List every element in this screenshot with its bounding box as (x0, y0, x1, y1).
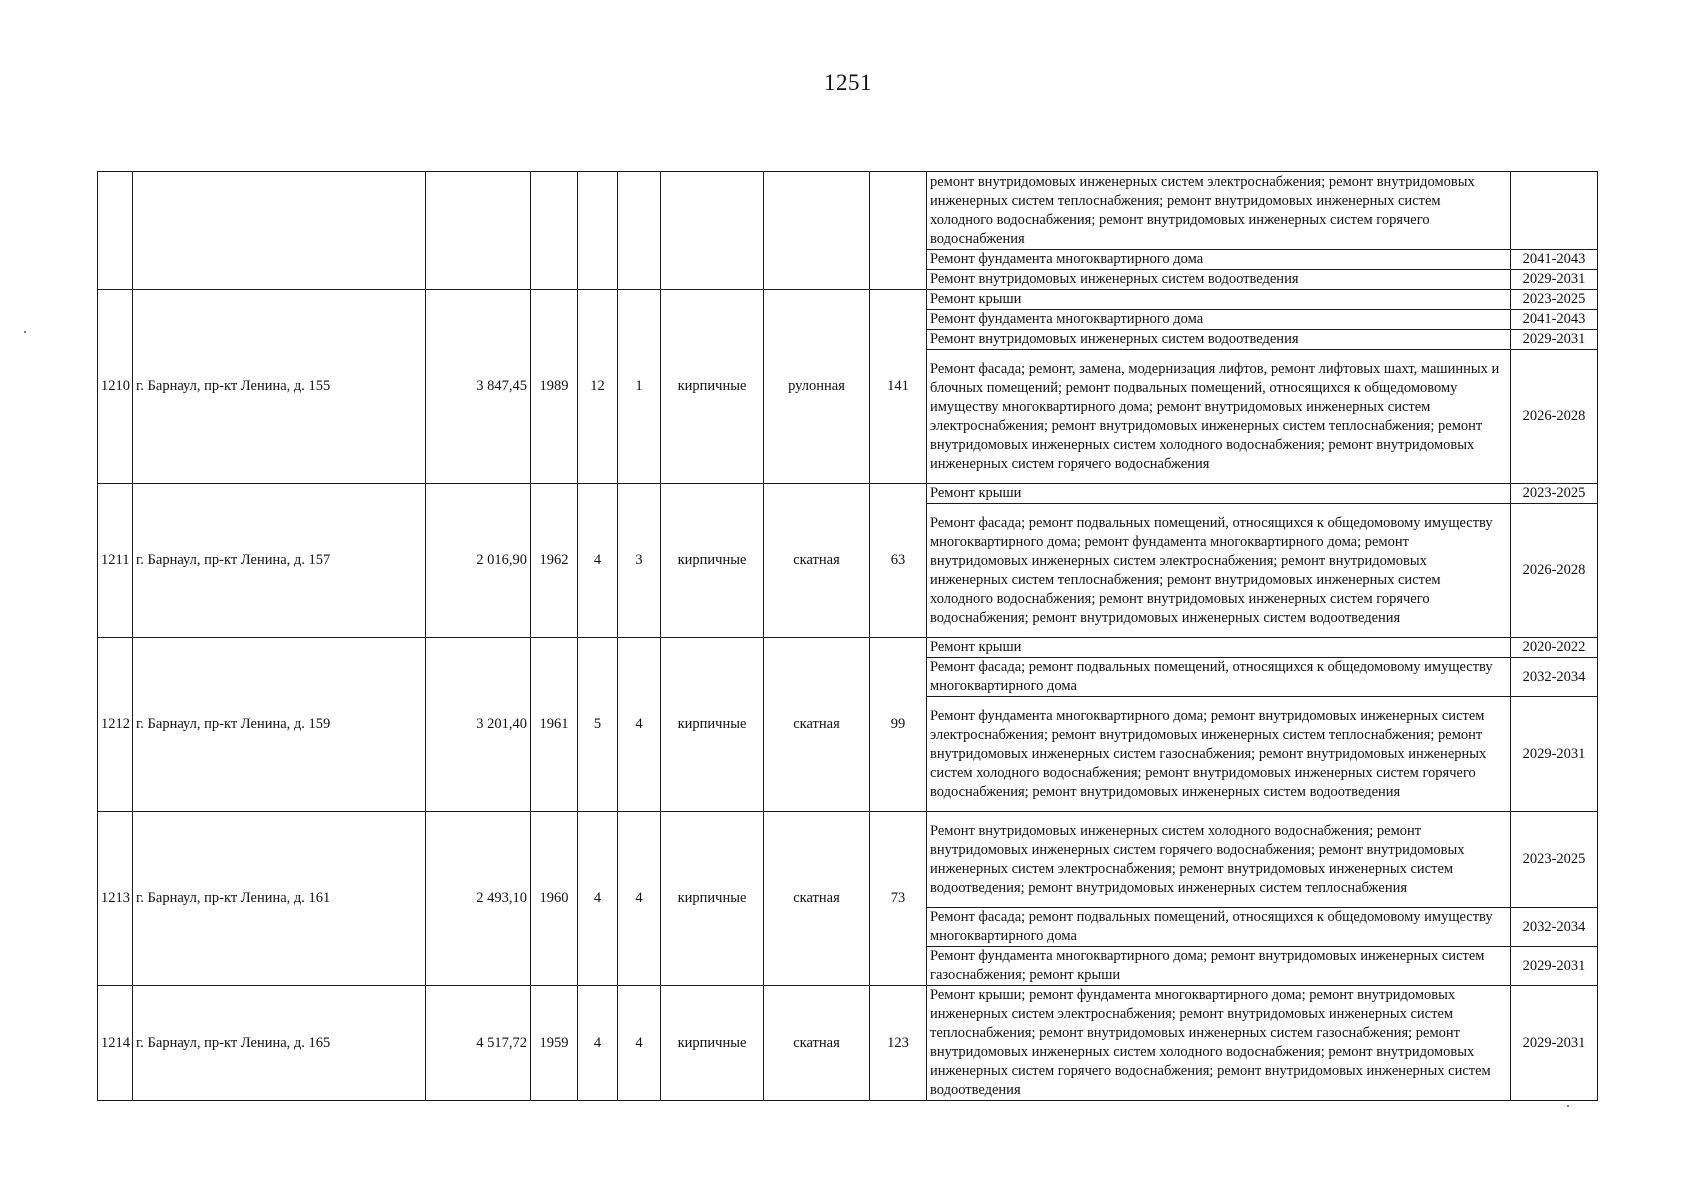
work-text: Ремонт внутридомовых инженерных систем водоотведения (927, 330, 1511, 350)
work-period: 2029-2031 (1511, 697, 1598, 812)
row-number: 1213 (98, 812, 133, 986)
work-period: 2026-2028 (1511, 350, 1598, 484)
work-text: ремонт внутридомовых инженерных систем электроснабжения; ремонт внутридомовых инженерных систем теплоснабжения; ремонт внутридомовых инженерных систем холодного водоснабжения; ремонт внутридомовых инженерных систем горячего водоснабжения (927, 172, 1511, 250)
address-cell: г. Барнаул, пр-кт Ленина, д. 165 (133, 986, 426, 1101)
area-cell: 2 493,10 (426, 812, 531, 986)
row-number: 1211 (98, 484, 133, 638)
year-cell: 1960 (531, 812, 578, 986)
floors-cell: 4 (578, 812, 618, 986)
table-row (98, 986, 1598, 1101)
work-period: 2023-2025 (1511, 812, 1598, 908)
table-row (98, 484, 1598, 504)
work-period: 2029-2031 (1511, 270, 1598, 290)
area-cell: 4 517,72 (426, 986, 531, 1101)
entrances-cell: 1 (618, 290, 661, 484)
floors-cell: 4 (578, 484, 618, 638)
year-cell: 1961 (531, 638, 578, 812)
roof-cell: рулонная (764, 290, 870, 484)
address-cell: г. Барнаул, пр-кт Ленина, д. 161 (133, 812, 426, 986)
residents-cell: 123 (870, 986, 927, 1101)
work-text: Ремонт крыши (927, 484, 1511, 504)
row-number: 1212 (98, 638, 133, 812)
scan-speck (1567, 1105, 1569, 1107)
work-text: Ремонт внутридомовых инженерных систем холодного водоснабжения; ремонт внутридомовых инженерных систем горячего водоснабжения; ремонт внутридомовых инженерных систем электроснабжения; ремонт внутридомовых инженерных систем водоотведения; ремонт внутридомовых инженерных систем теплоснабжения (927, 812, 1511, 908)
work-text: Ремонт крыши (927, 290, 1511, 310)
floors-cell: 5 (578, 638, 618, 812)
work-period: 2023-2025 (1511, 484, 1598, 504)
work-text: Ремонт фасада; ремонт подвальных помещений, относящихся к общедомовому имуществу многоквартирного дома; ремонт фундамента многоквартирного дома; ремонт внутридомовых инженерных систем электроснабжения; ремонт внутридомовых инженерных систем теплоснабжения; ремонт внутридомовых инженерных систем холодного водоснабжения; ремонт внутридомовых инженерных систем горячего водоснабжения; ремонт внутридомовых инженерных систем водоотведения (927, 504, 1511, 638)
entrances-cell: 4 (618, 638, 661, 812)
work-period: 2029-2031 (1511, 947, 1598, 986)
work-text: Ремонт фасада; ремонт подвальных помещений, относящихся к общедомовому имуществу многоквартирного дома (927, 658, 1511, 697)
address-cell: г. Барнаул, пр-кт Ленина, д. 155 (133, 290, 426, 484)
walls-cell: кирпичные (661, 812, 764, 986)
table-row (98, 172, 1598, 250)
work-period: 2029-2031 (1511, 986, 1598, 1101)
area-cell: 3 847,45 (426, 290, 531, 484)
work-period: 2020-2022 (1511, 638, 1598, 658)
row-number: 1214 (98, 986, 133, 1101)
scan-speck (24, 331, 26, 333)
area-cell: 3 201,40 (426, 638, 531, 812)
page-number: 1251 (824, 70, 872, 95)
roof-cell: скатная (764, 812, 870, 986)
table-row (98, 812, 1598, 908)
capital-repair-table (97, 171, 1598, 1101)
work-text: Ремонт крыши; ремонт фундамента многоквартирного дома; ремонт внутридомовых инженерных систем электроснабжения; ремонт внутридомовых инженерных систем теплоснабжения; ремонт внутридомовых инженерных систем газоснабжения; ремонт внутридомовых инженерных систем холодного водоснабжения; ремонт внутридомовых инженерных систем горячего водоснабжения; ремонт внутридомовых инженерных систем водоотведения (927, 986, 1511, 1101)
table-row (98, 290, 1598, 310)
work-text: Ремонт фундамента многоквартирного дома; ремонт внутридомовых инженерных систем газоснабжения; ремонт крыши (927, 947, 1511, 986)
residents-cell: 99 (870, 638, 927, 812)
walls-cell: кирпичные (661, 638, 764, 812)
area-cell: 2 016,90 (426, 484, 531, 638)
roof-cell: скатная (764, 986, 870, 1101)
roof-cell: скатная (764, 638, 870, 812)
entrances-cell: 4 (618, 812, 661, 986)
year-cell: 1962 (531, 484, 578, 638)
work-period (1511, 172, 1598, 250)
row-number: 1210 (98, 290, 133, 484)
work-text: Ремонт фундамента многоквартирного дома (927, 310, 1511, 330)
work-period: 2026-2028 (1511, 504, 1598, 638)
work-text: Ремонт внутридомовых инженерных систем водоотведения (927, 270, 1511, 290)
work-period: 2041-2043 (1511, 250, 1598, 270)
walls-cell: кирпичные (661, 986, 764, 1101)
entrances-cell: 4 (618, 986, 661, 1101)
entrances-cell: 3 (618, 484, 661, 638)
table-row (98, 638, 1598, 658)
work-text: Ремонт фундамента многоквартирного дома (927, 250, 1511, 270)
work-text: Ремонт крыши (927, 638, 1511, 658)
work-text: Ремонт фасада; ремонт, замена, модернизация лифтов, ремонт лифтовых шахт, машинных и блочных помещений; ремонт подвальных помещений, относящихся к общедомовому имуществу многоквартирного дома; ремонт внутридомовых инженерных систем электроснабжения; ремонт внутридомовых инженерных систем теплоснабжения; ремонт внутридомовых инженерных систем холодного водоснабжения; ремонт внутридомовых инженерных систем горячего водоснабжения (927, 350, 1511, 484)
residents-cell: 141 (870, 290, 927, 484)
walls-cell: кирпичные (661, 484, 764, 638)
work-text: Ремонт фасада; ремонт подвальных помещений, относящихся к общедомовому имуществу многоквартирного дома (927, 908, 1511, 947)
work-period: 2041-2043 (1511, 310, 1598, 330)
work-period: 2032-2034 (1511, 908, 1598, 947)
walls-cell: кирпичные (661, 290, 764, 484)
work-period: 2032-2034 (1511, 658, 1598, 697)
work-text: Ремонт фундамента многоквартирного дома; ремонт внутридомовых инженерных систем электроснабжения; ремонт внутридомовых инженерных систем теплоснабжения; ремонт внутридомовых инженерных систем газоснабжения; ремонт внутридомовых инженерных систем холодного водоснабжения; ремонт внутридомовых инженерных систем горячего водоснабжения; ремонт внутридомовых инженерных систем водоотведения (927, 697, 1511, 812)
address-cell: г. Барнаул, пр-кт Ленина, д. 157 (133, 484, 426, 638)
floors-cell: 12 (578, 290, 618, 484)
address-cell: г. Барнаул, пр-кт Ленина, д. 159 (133, 638, 426, 812)
work-period: 2023-2025 (1511, 290, 1598, 310)
work-period: 2029-2031 (1511, 330, 1598, 350)
residents-cell: 73 (870, 812, 927, 986)
year-cell: 1959 (531, 986, 578, 1101)
roof-cell: скатная (764, 484, 870, 638)
floors-cell: 4 (578, 986, 618, 1101)
residents-cell: 63 (870, 484, 927, 638)
year-cell: 1989 (531, 290, 578, 484)
